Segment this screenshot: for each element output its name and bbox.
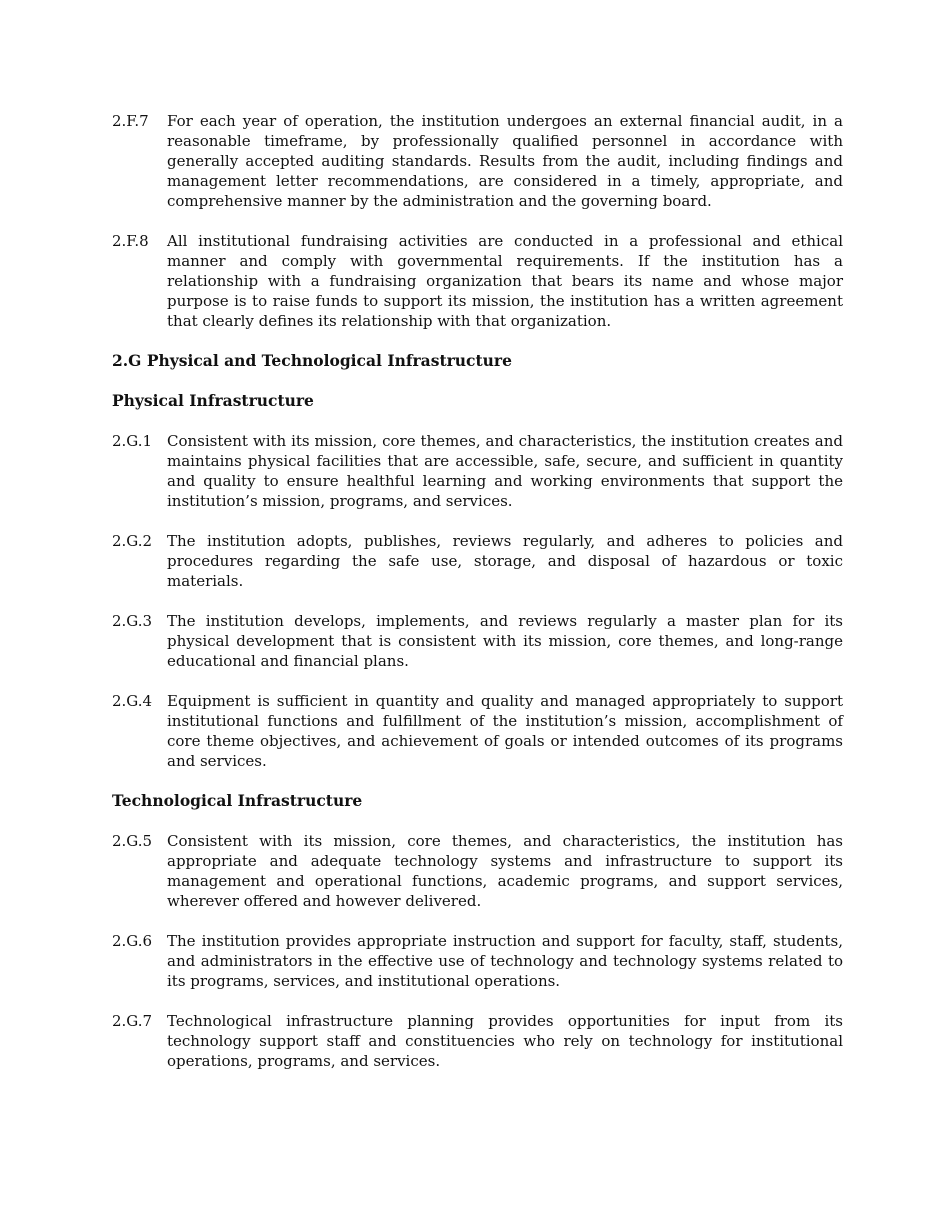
standard-number: 2.G.6: [112, 932, 153, 950]
standard-item-2f8: [112, 231, 843, 331]
standard-text: The institution develops, implements, and reviews regularly a master plan for its physical development that is consistent with its mission, core themes, and long-range educational and financial plans.: [167, 612, 843, 670]
subsection-heading-physical: Physical Infrastructure: [112, 391, 314, 410]
standard-item-2g4: [112, 691, 843, 771]
standard-item-2g2: [112, 531, 843, 591]
standard-text: The institution provides appropriate instruction and support for faculty, staff, students, and administrators in the effective use of technology and technology systems related to its programs, services, and institutional operations.: [167, 932, 843, 990]
standard-item-2g7: [112, 1011, 843, 1071]
standard-item-2f7: [112, 111, 843, 211]
standard-number: 2.G.4: [112, 692, 153, 710]
standard-text: For each year of operation, the institution undergoes an external financial audit, in a reasonable timeframe, by professionally qualified personnel in accordance with generally accepted auditing standards. Results from the audit, including findings and management letter recommendations, are considered in a timely, appropriate, and comprehensive manner by the administration and the governing board.: [167, 112, 843, 210]
standard-text: Equipment is sufficient in quantity and quality and managed appropriately to support institutional functions and fulfillment of the institution’s mission, accomplishment of core theme objectives, and achievement of goals or intended outcomes of its programs and services.: [167, 692, 843, 770]
subsection-heading-technological: Technological Infrastructure: [112, 791, 363, 810]
standard-text: Consistent with its mission, core themes, and characteristics, the institution has appropriate and adequate technology systems and infrastructure to support its management and operational functions, academic programs, and support services, wherever offered and however delivered.: [167, 832, 843, 910]
standard-item-2g3: [112, 611, 843, 671]
section-heading-2g: 2.G Physical and Technological Infrastructure: [112, 351, 512, 370]
standard-item-2g5: [112, 831, 843, 911]
standard-text: Technological infrastructure planning provides opportunities for input from its technology support staff and constituencies who rely on technology for institutional operations, programs, and services.: [167, 1012, 843, 1070]
standard-number: 2.F.7: [112, 112, 149, 130]
document-page: [112, 111, 843, 1091]
standard-text: The institution adopts, publishes, reviews regularly, and adheres to policies and procedures regarding the safe use, storage, and disposal of hazardous or toxic materials.: [167, 532, 843, 590]
standard-item-2g6: [112, 931, 843, 991]
standard-number: 2.F.8: [112, 232, 149, 250]
standard-number: 2.G.7: [112, 1012, 153, 1030]
standard-text: All institutional fundraising activities are conducted in a professional and ethical manner and comply with governmental requirements. If the institution has a relationship with a fundraising organization that bears its name and whose major purpose is to raise funds to support its mission, the institution has a written agreement that clearly defines its relationship with that organization.: [167, 232, 843, 330]
standard-item-2g1: [112, 431, 843, 511]
standard-number: 2.G.5: [112, 832, 153, 850]
standard-number: 2.G.2: [112, 532, 153, 550]
standard-text: Consistent with its mission, core themes, and characteristics, the institution creates and maintains physical facilities that are accessible, safe, secure, and sufficient in quantity and quality to ensure healthful learning and working environments that support the institution’s mission, programs, and services.: [167, 432, 843, 510]
standard-number: 2.G.1: [112, 432, 153, 450]
standard-number: 2.G.3: [112, 612, 153, 630]
